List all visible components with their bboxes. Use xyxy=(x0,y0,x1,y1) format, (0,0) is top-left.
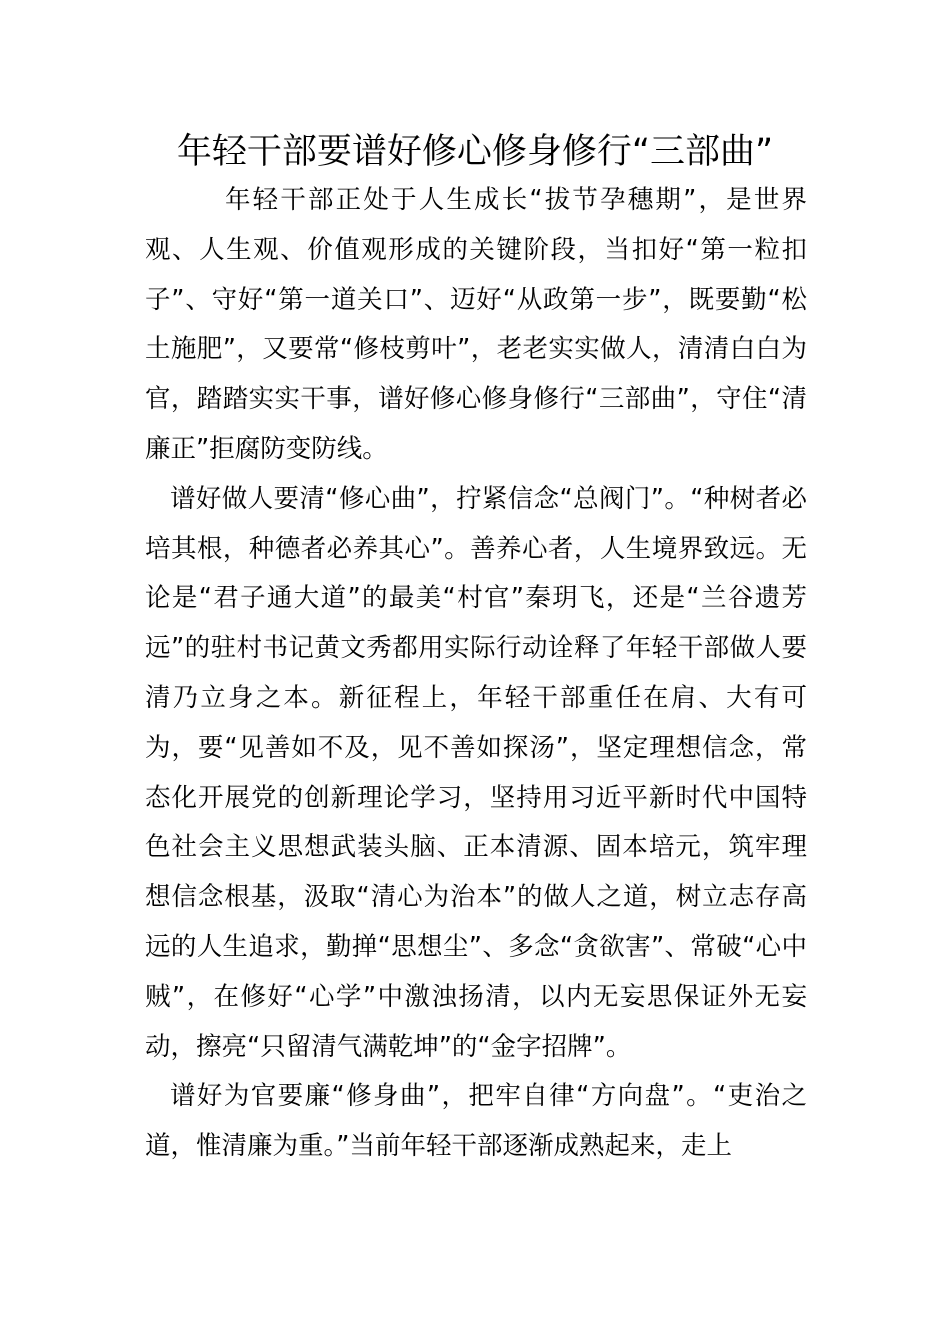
paragraph-xiushen: 谱好为官要廉“修身曲”，把牢自律“方向盘”。“吏治之道，惟清廉为重。”当前年轻干部逐渐成熟起来，走上 xyxy=(145,1081,807,1162)
paragraph-intro: 年轻干部正处于人生成长“拔节孕穗期”，是世界观、人生观、价值观形成的关键阶段，当扣好“第一粒扣子”、守好“第一道关口”、迈好“从政第一步”，既要勤“松土施肥”，又要常“修枝剪叶”，老老实实做人，清清白白为官，踏踏实实干事，谱好修心修身修行“三部曲”，守住“清廉正”拒腐防变防线。 xyxy=(145,185,807,464)
document-title: 年轻干部要谱好修心修身修行“三部曲” xyxy=(176,132,774,172)
document-body xyxy=(145,176,807,1172)
paragraph-xiuxin: 谱好做人要清“修心曲”，拧紧信念“总阀门”。“种树者必培其根，种德者必养其心”。善养心者，人生境界致远。无论是“君子通大道”的最美“村官”秦玥飞，还是“兰谷遗芳远”的驻村书记黄文秀都用实际行动诠释了年轻干部做人要清乃立身之本。新征程上，年轻干部重任在肩、大有可为，要“见善如不及，见不善如探汤”，坚定理想信念，常态化开展党的创新理论学习，坚持用习近平新时代中国特色社会主义思想武装头脑、正本清源、固本培元，筑牢理想信念根基，汲取“清心为治本”的做人之道，树立志存高远的人生追求，勤掸“思想尘”、多念“贪欲害”、常破“心中贼”，在修好“心学”中激浊扬清，以内无妄思保证外无妄动，擦亮“只留清气满乾坤”的“金字招牌”。 xyxy=(145,483,807,1062)
